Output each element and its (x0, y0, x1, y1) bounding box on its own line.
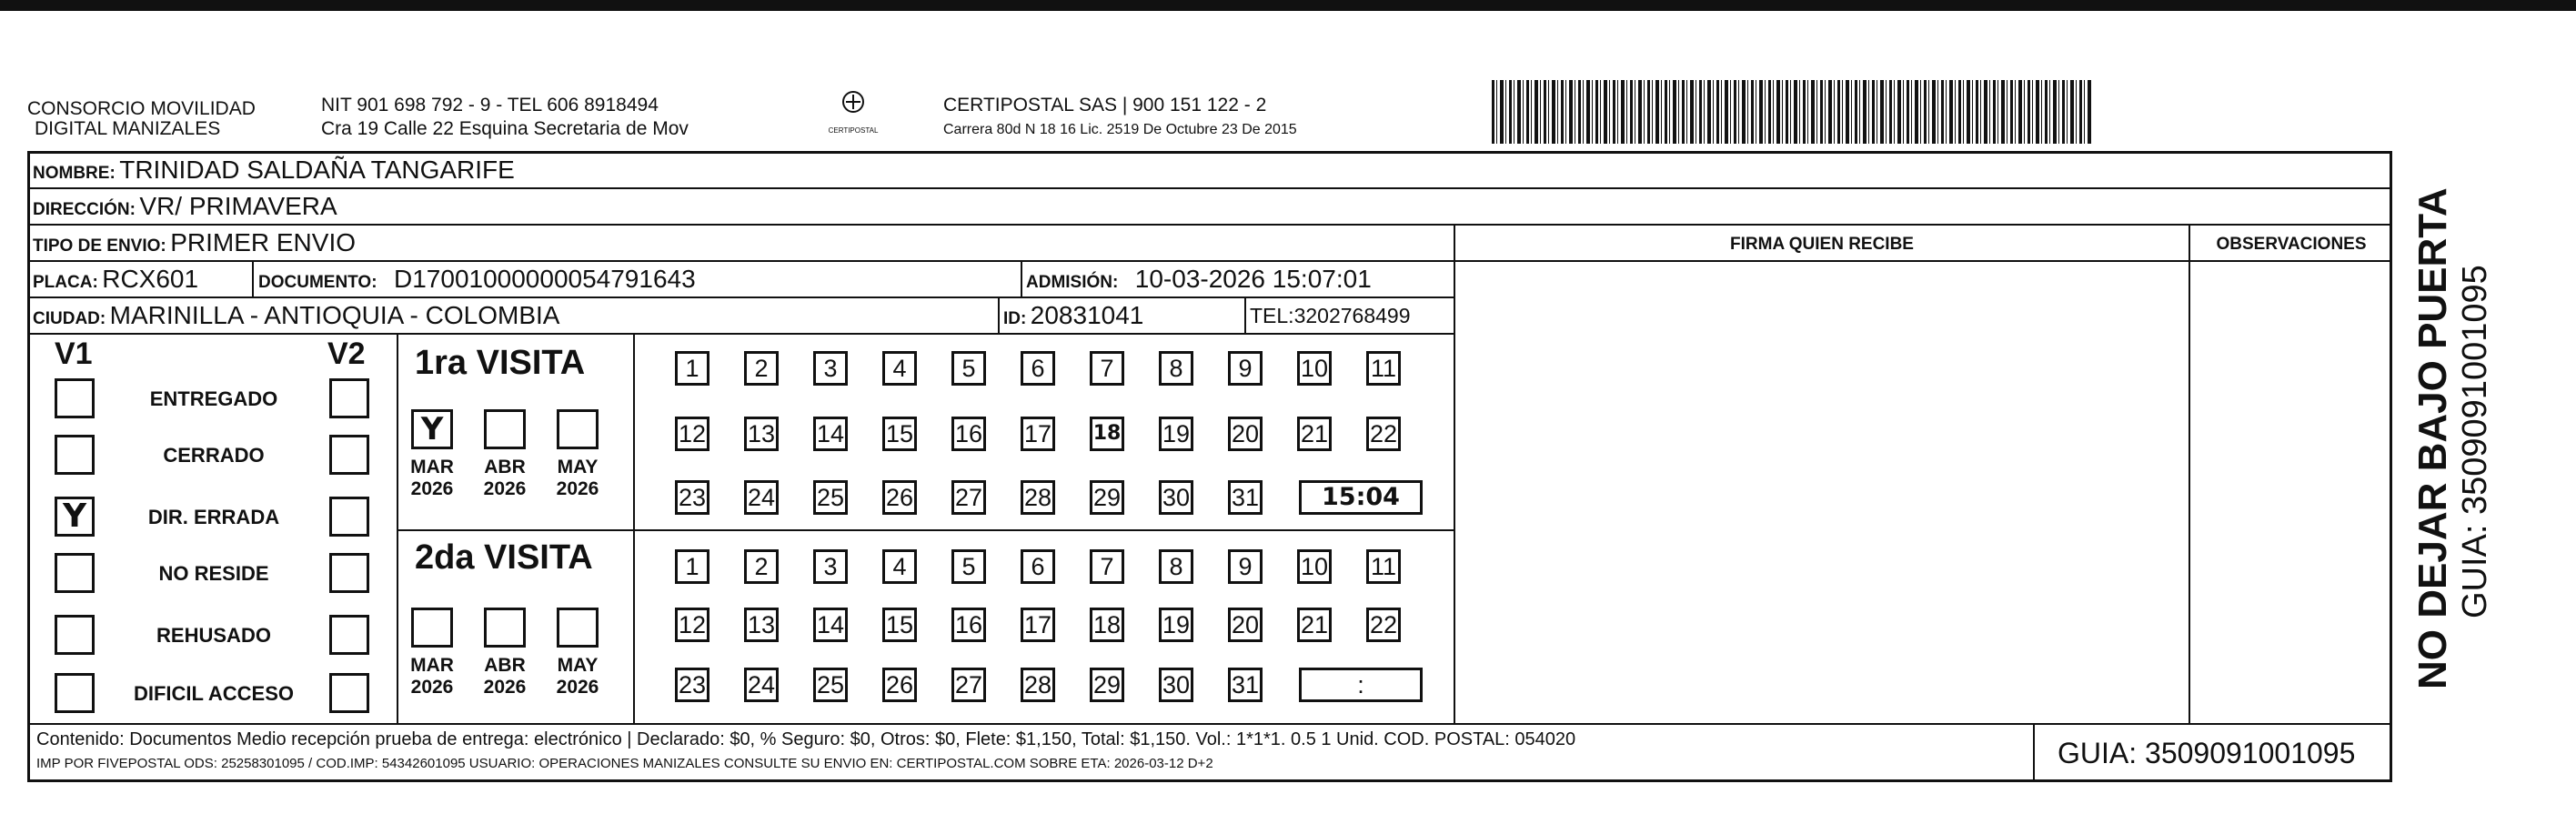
divider (2033, 724, 2035, 782)
month-name: MAR (410, 457, 454, 477)
tel-value: 3202768499 (1293, 304, 1411, 327)
day-box[interactable]: 10 (1297, 351, 1332, 386)
v1-header: V1 (55, 337, 93, 371)
documento-cell (258, 264, 696, 299)
observaciones-label: OBSERVACIONES (2216, 235, 2367, 254)
day-box[interactable]: 16 (951, 608, 986, 642)
day-box[interactable]: 12 (675, 608, 709, 642)
day-box[interactable]: 11 (1366, 351, 1401, 386)
day-box[interactable]: 19 (1159, 608, 1193, 642)
divider (2189, 224, 2190, 724)
day-box[interactable]: 29 (1090, 668, 1124, 702)
v1-checkbox[interactable] (55, 378, 95, 418)
top-border (0, 0, 2576, 11)
day-box[interactable]: 22 (1366, 608, 1401, 642)
sender-nit: NIT 901 698 792 - 9 - TEL 606 8918494 (321, 95, 659, 116)
nombre-row (33, 155, 515, 190)
firma-label: FIRMA QUIEN RECIBE (1730, 235, 1914, 254)
day-box[interactable]: 6 (1021, 549, 1055, 584)
status-option-label: DIFICIL ACCESO (133, 682, 294, 705)
status-option-label: NO RESIDE (158, 562, 269, 585)
id-label: ID: (1003, 309, 1027, 328)
admision-label: ADMISIÓN: (1026, 273, 1119, 292)
day-box[interactable]: 13 (744, 608, 779, 642)
id-value: 20831041 (1030, 301, 1144, 329)
nombre-label: NOMBRE: (33, 164, 116, 183)
tel-cell (1250, 300, 1411, 335)
day-box[interactable]: 14 (813, 608, 848, 642)
tipo-value: PRIMER ENVIO (170, 228, 357, 256)
month-checkbox[interactable] (411, 608, 453, 648)
time-box[interactable]: 15:04 (1299, 480, 1423, 515)
month-label (408, 655, 456, 698)
footer-guia: GUIA: 3509091001095 (2058, 737, 2356, 769)
direccion-value: VR/ PRIMAVERA (139, 192, 337, 220)
day-box[interactable]: 21 (1297, 417, 1332, 451)
documento-label: DOCUMENTO: (258, 273, 377, 292)
day-box[interactable]: 15 (882, 608, 917, 642)
footer-imp: IMP POR FIVEPOSTAL ODS: 25258301095 / COD.IMP: 54342601095 USUARIO: OPERACIONES MANIZALES CONSULTE SU ENVIO EN: CERTIPOSTAL.COM SOBRE ETA: 2026-03-12 D+2 (36, 756, 1213, 771)
day-box[interactable]: 7 (1090, 549, 1124, 584)
month-label (481, 655, 528, 698)
day-box[interactable]: 12 (675, 417, 709, 451)
day-box[interactable]: 8 (1159, 351, 1193, 386)
day-box[interactable]: 26 (882, 480, 917, 515)
month-year: 2026 (483, 478, 527, 499)
month-name: ABR (484, 457, 526, 477)
v2-header: V2 (327, 337, 366, 371)
day-box[interactable]: 4 (882, 549, 917, 584)
divider (1021, 261, 1022, 297)
divider (27, 224, 2392, 226)
side-warning: NO DEJAR BAJO PUERTA (2410, 187, 2455, 689)
ciudad-label: CIUDAD: (33, 309, 106, 328)
side-guia: GUIA: 3509091001095 (2456, 265, 2494, 618)
month-year: 2026 (556, 677, 599, 698)
month-checkbox[interactable] (411, 409, 453, 449)
day-box[interactable]: 5 (951, 549, 986, 584)
documento-value: D17001000000054791643 (394, 265, 696, 293)
day-box[interactable]: 7 (1090, 351, 1124, 386)
month-year: 2026 (483, 677, 527, 698)
placa-value: RCX601 (102, 265, 199, 293)
day-box[interactable]: 28 (1021, 668, 1055, 702)
month-label (554, 457, 601, 500)
day-box[interactable]: 29 (1090, 480, 1124, 515)
divider (1454, 224, 1455, 724)
day-box[interactable]: 8 (1159, 549, 1193, 584)
month-label (481, 457, 528, 500)
day-box[interactable]: 2 (744, 351, 779, 386)
v1-checkmark: Y (62, 497, 87, 535)
day-box[interactable]: 16 (951, 417, 986, 451)
footer-content: Contenido: Documentos Medio recepción prueba de entrega: electrónico | Declarado: $0, % Seguro: $0, Otros: $0, Flete: $1,150, Total: $1,150. Vol.: 1*1*1. 0.5 1 Unid. COD. POSTAL: 054020 (36, 729, 1576, 749)
v2-checkbox[interactable] (329, 378, 369, 418)
month-checkbox[interactable] (557, 608, 599, 648)
month-label (554, 655, 601, 698)
day-box[interactable]: 17 (1021, 608, 1055, 642)
v1-checkbox[interactable] (55, 553, 95, 593)
day-box[interactable]: 11 (1366, 549, 1401, 584)
admision-cell (1026, 264, 1372, 299)
direccion-row (33, 191, 337, 226)
ciudad-value: MARINILLA - ANTIOQUIA - COLOMBIA (109, 301, 560, 329)
month-name: ABR (484, 655, 526, 676)
day-box[interactable]: 24 (744, 480, 779, 515)
divider (1244, 297, 1246, 334)
day-box[interactable]: 6 (1021, 351, 1055, 386)
placa-label: PLACA: (33, 273, 98, 292)
v2-checkbox[interactable] (329, 673, 369, 713)
direccion-label: DIRECCIÓN: (33, 200, 136, 219)
tel-label: TEL: (1250, 304, 1294, 327)
id-cell (1003, 300, 1143, 336)
day-box[interactable]: 25 (813, 480, 848, 515)
v2-checkbox[interactable] (329, 615, 369, 655)
visit1-title: 1ra VISITA (415, 344, 586, 382)
divider (397, 529, 1455, 531)
divider (397, 333, 398, 724)
nombre-value: TRINIDAD SALDAÑA TANGARIFE (119, 156, 515, 184)
day-box[interactable]: 23 (675, 480, 709, 515)
placa-cell (33, 264, 198, 299)
v1-checkbox[interactable] (55, 615, 95, 655)
day-box[interactable]: 1 (675, 351, 709, 386)
admision-value: 10-03-2026 15:07:01 (1134, 265, 1372, 293)
v1-checkbox[interactable] (55, 497, 95, 537)
day-box[interactable]: 19 (1159, 417, 1193, 451)
tipo-row (33, 227, 356, 263)
barcode (1492, 80, 2092, 144)
divider (633, 333, 635, 724)
day-box[interactable]: 14 (813, 417, 848, 451)
month-name: MAY (557, 655, 599, 676)
day-box[interactable]: 18 (1090, 608, 1124, 642)
status-option-label: CERRADO (163, 444, 265, 467)
month-checkbox[interactable] (484, 608, 526, 648)
month-name: MAY (557, 457, 599, 477)
day-box[interactable]: 17 (1021, 417, 1055, 451)
day-box[interactable]: 31 (1228, 668, 1263, 702)
day-box[interactable]: 5 (951, 351, 986, 386)
sender-company-line2: DIGITAL MANIZALES (35, 118, 221, 139)
month-checkbox[interactable] (557, 409, 599, 449)
v2-checkbox[interactable] (329, 435, 369, 475)
day-box[interactable]: 9 (1228, 351, 1263, 386)
certipostal-logo (828, 87, 879, 140)
day-box[interactable]: 18 (1090, 417, 1124, 451)
month-year: 2026 (410, 478, 454, 499)
sender-address: Cra 19 Calle 22 Esquina Secretaria de Mov (321, 118, 689, 139)
day-box[interactable]: 22 (1366, 417, 1401, 451)
day-box[interactable]: 2 (744, 549, 779, 584)
month-label (408, 457, 456, 500)
day-box[interactable]: 21 (1297, 608, 1332, 642)
day-box[interactable]: 10 (1297, 549, 1332, 584)
day-box[interactable]: 15 (882, 417, 917, 451)
tipo-label: TIPO DE ENVIO: (33, 236, 166, 256)
time-box[interactable]: : (1299, 668, 1423, 702)
v1-checkbox[interactable] (55, 673, 95, 713)
day-box[interactable]: 31 (1228, 480, 1263, 515)
logo-text: CERTIPOSTAL (828, 126, 879, 135)
status-option-label: REHUSADO (156, 624, 271, 647)
divider (998, 297, 1000, 334)
day-box[interactable]: 4 (882, 351, 917, 386)
day-box[interactable]: 25 (813, 668, 848, 702)
month-year: 2026 (556, 478, 599, 499)
day-box[interactable]: 24 (744, 668, 779, 702)
courier-address: Carrera 80d N 18 16 Lic. 2519 De Octubre 23 De 2015 (943, 122, 1297, 137)
ciudad-cell (33, 300, 559, 336)
day-box[interactable]: 3 (813, 549, 848, 584)
day-box[interactable]: 23 (675, 668, 709, 702)
visit2-title: 2da VISITA (415, 538, 593, 577)
day-box[interactable]: 30 (1159, 480, 1193, 515)
day-box[interactable]: 1 (675, 549, 709, 584)
day-box[interactable]: 28 (1021, 480, 1055, 515)
firma-header (1455, 229, 2189, 261)
v1-checkbox[interactable] (55, 435, 95, 475)
day-box[interactable]: 20 (1228, 608, 1263, 642)
day-box[interactable]: 27 (951, 480, 986, 515)
status-option-label: DIR. ERRADA (147, 506, 280, 528)
courier-name: CERTIPOSTAL SAS | 900 151 122 - 2 (943, 95, 1267, 116)
month-checkbox[interactable] (484, 409, 526, 449)
sender-company-line1: CONSORCIO MOVILIDAD (27, 98, 256, 119)
status-option-label: ENTREGADO (149, 387, 278, 410)
month-checkmark: Y (420, 411, 444, 447)
day-box[interactable]: 9 (1228, 549, 1263, 584)
month-name: MAR (410, 655, 454, 676)
day-box[interactable]: 3 (813, 351, 848, 386)
v2-checkbox[interactable] (329, 553, 369, 593)
day-box[interactable]: 27 (951, 668, 986, 702)
day-box[interactable]: 13 (744, 417, 779, 451)
month-year: 2026 (410, 677, 454, 698)
divider (27, 723, 2392, 725)
divider (252, 261, 254, 297)
logo-icon (828, 87, 879, 126)
day-box[interactable]: 26 (882, 668, 917, 702)
v2-checkbox[interactable] (329, 497, 369, 537)
observaciones-header (2190, 229, 2392, 261)
day-box[interactable]: 20 (1228, 417, 1263, 451)
day-box[interactable]: 30 (1159, 668, 1193, 702)
